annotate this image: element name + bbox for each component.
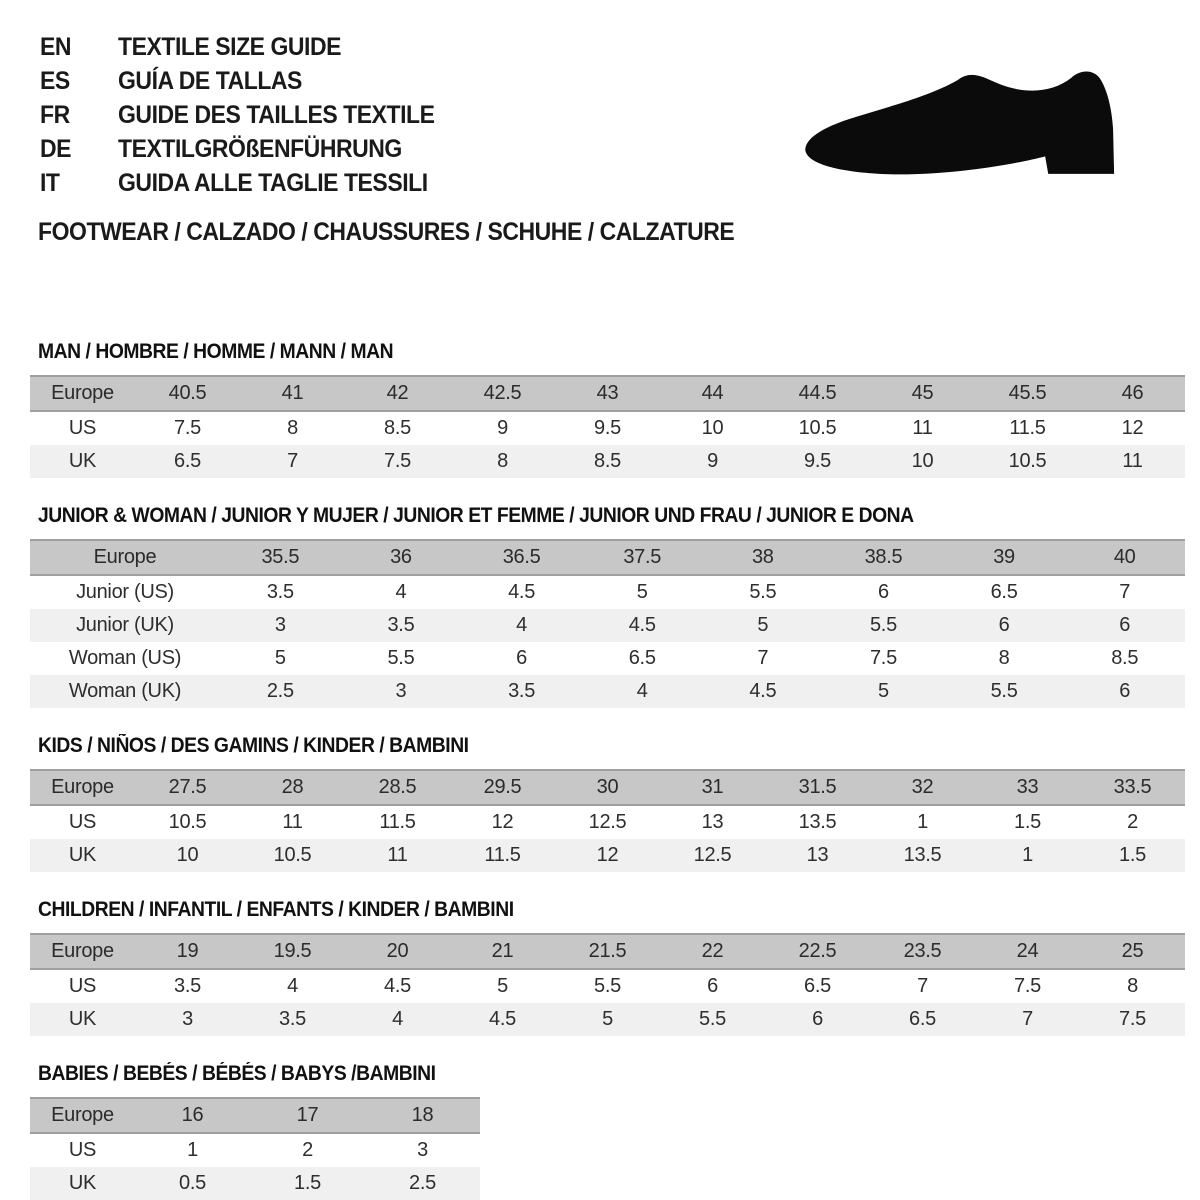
language-row [40,98,462,132]
size-cell: 11.5 [379,811,416,833]
size-cell: 4.5 [384,975,411,997]
language-row [40,30,462,64]
row-label-cell: Europe [30,1098,135,1133]
size-cell: 10.5 [240,839,345,872]
size-cell: 5 [823,675,944,708]
size-cell: 9.5 [594,417,621,439]
row-label-cell: UK [30,839,135,872]
size-cell: 6.5 [804,975,831,997]
row-label-cell: US [68,1139,97,1161]
table-row [30,1133,480,1167]
size-cell: 2.5 [365,1167,480,1200]
size-cell: 6.5 [870,1003,975,1036]
row-label-cell: Europe [30,770,135,805]
row-label-cell: Junior (UK) [30,609,220,642]
size-table-children [30,933,1185,1036]
size-cell: 10 [135,839,240,872]
size-cell: 1.5 [250,1167,365,1200]
table-row [30,642,1185,675]
section-man [30,340,1185,478]
section-title: KIDS / NIÑOS / DES GAMINS / KINDER / BAMBINI [38,734,469,757]
size-cell: 6 [1064,609,1185,642]
size-cell: 3 [341,675,462,708]
size-cell: 3.5 [461,675,582,708]
size-cell: 8 [1127,975,1138,997]
table-row [30,805,1185,839]
size-cell: 40.5 [135,376,240,411]
size-cell: 1.5 [1080,839,1185,872]
size-cell: 5.5 [749,581,777,603]
size-cell: 5.5 [944,675,1065,708]
size-cell: 12 [1121,417,1144,439]
language-label: TEXTILE SIZE GUIDE [118,33,342,61]
size-cell: 4 [461,609,582,642]
row-label-cell: Woman (US) [68,647,182,669]
size-cell: 5.5 [594,975,621,997]
table-row [30,445,1185,478]
table-row [30,575,1185,609]
language-code: DE [40,135,72,163]
size-cell: 13.5 [798,811,837,833]
size-cell: 12 [555,839,660,872]
size-cell: 9.5 [765,445,870,478]
size-table-kids [30,769,1185,872]
row-label-cell: Europe [30,376,135,411]
size-cell: 17 [250,1098,365,1133]
size-cell: 45 [870,376,975,411]
size-cell: 7.5 [1080,1003,1185,1036]
table-row [30,1003,1185,1036]
size-cell: 3 [220,609,341,642]
row-label-cell: US [68,975,97,997]
size-cell: 5 [636,581,648,603]
size-table-babies [30,1097,480,1200]
size-cell: 6 [1064,675,1185,708]
size-cell: 44.5 [765,376,870,411]
section-title: CHILDREN / INFANTIL / ENFANTS / KINDER / BAMBINI [38,898,514,921]
size-cell: 24 [975,934,1080,969]
size-cell: 43 [555,376,660,411]
size-cell: 28 [240,770,345,805]
size-cell: 6 [707,975,718,997]
size-cell: 27.5 [135,770,240,805]
language-code: ES [40,67,70,95]
language-label: GUIDA ALLE TAGLIE TESSILI [118,169,428,197]
size-cell: 46 [1080,376,1185,411]
size-cell: 7 [917,975,928,997]
section-kids [30,734,1185,872]
language-label: GUIDE DES TAILLES TEXTILE [118,101,435,129]
language-row [40,64,462,98]
size-cell: 31.5 [765,770,870,805]
size-cell: 33 [975,770,1080,805]
language-row [40,132,462,166]
table-row [30,1167,480,1200]
size-cell: 12.5 [588,811,627,833]
size-cell: 32 [870,770,975,805]
size-cell: 19 [135,934,240,969]
size-cell: 38.5 [823,540,944,575]
size-cell: 10.5 [168,811,207,833]
size-cell: 10.5 [975,445,1080,478]
size-cell: 5 [703,609,824,642]
size-cell: 4 [345,1003,450,1036]
section-babies [30,1062,1185,1200]
size-cell: 10 [870,445,975,478]
section-children [30,898,1185,1036]
size-cell: 7.5 [1014,975,1041,997]
size-cell: 4 [582,675,703,708]
size-cell: 5 [497,975,508,997]
size-cell: 38 [703,540,824,575]
size-cell: 5 [555,1003,660,1036]
size-cell: 8 [450,445,555,478]
size-cell: 7 [1119,581,1131,603]
row-label-cell: US [68,811,97,833]
language-label: TEXTILGRÖßENFÜHRUNG [118,135,402,163]
size-cell: 41 [240,376,345,411]
size-cell: 7 [757,647,769,669]
language-row [40,166,462,200]
size-cell: 7.5 [869,647,897,669]
size-cell: 13 [765,839,870,872]
size-cell: 39 [944,540,1065,575]
size-cell: 8 [287,417,298,439]
size-cell: 45.5 [975,376,1080,411]
size-cell: 19.5 [240,934,345,969]
row-label-cell: Europe [30,934,135,969]
size-cell: 1 [917,811,928,833]
size-cell: 6.5 [628,647,656,669]
size-cell: 5.5 [387,647,415,669]
size-cell: 36 [341,540,462,575]
size-cell: 2 [1127,811,1138,833]
size-cell: 3.5 [341,609,462,642]
size-cell: 8 [998,647,1010,669]
table-row [30,675,1185,708]
size-table-man [30,375,1185,478]
size-cell: 31 [660,770,765,805]
size-cell: 4 [287,975,298,997]
table-row [30,609,1185,642]
size-tables [30,340,1185,1200]
size-cell: 11.5 [450,839,555,872]
size-cell: 22 [660,934,765,969]
size-cell: 4.5 [582,609,703,642]
language-code: EN [40,33,72,61]
size-cell: 8.5 [555,445,660,478]
size-cell: 7.5 [345,445,450,478]
size-cell: 30 [555,770,660,805]
size-cell: 28.5 [345,770,450,805]
section-title: JUNIOR & WOMAN / JUNIOR Y MUJER / JUNIOR ET FEMME / JUNIOR UND FRAU / JUNIOR E DONA [38,504,914,527]
size-cell: 6 [516,647,527,669]
size-cell: 5 [274,647,286,669]
language-code: IT [40,169,60,197]
dress-shoe-icon [795,65,1145,190]
size-cell: 11 [282,811,303,833]
size-cell: 13 [701,811,724,833]
table-row [30,969,1185,1003]
size-cell: 7.5 [174,417,201,439]
size-cell: 2.5 [220,675,341,708]
table-row [30,411,1185,445]
category-line [38,218,795,247]
size-cell: 11 [912,417,933,439]
size-cell: 1 [975,839,1080,872]
size-cell: 35.5 [220,540,341,575]
size-cell: 7 [240,445,345,478]
size-cell: 10 [701,417,724,439]
language-label: GUÍA DE TALLAS [118,67,302,95]
size-cell: 37.5 [582,540,703,575]
size-cell: 12 [491,811,514,833]
size-cell: 11 [1080,445,1185,478]
size-cell: 7 [975,1003,1080,1036]
size-cell: 11.5 [1009,417,1046,439]
size-cell: 16 [135,1098,250,1133]
category-line-text: FOOTWEAR / CALZADO / CHAUSSURES / SCHUHE / CALZATURE [38,218,735,246]
size-cell: 0.5 [135,1167,250,1200]
row-label-cell: UK [30,1003,135,1036]
row-label-cell: Junior (US) [76,581,174,603]
row-label-cell: Europe [30,540,220,575]
table-row [30,540,1185,575]
size-cell: 6.5 [135,445,240,478]
size-cell: 33.5 [1080,770,1185,805]
language-list [40,30,462,200]
size-cell: 40 [1064,540,1185,575]
size-cell: 1 [187,1139,198,1161]
size-cell: 4.5 [703,675,824,708]
size-cell: 42 [345,376,450,411]
row-label-cell: US [68,417,97,439]
size-cell: 6 [878,581,889,603]
size-cell: 8.5 [384,417,411,439]
size-cell: 22.5 [765,934,870,969]
row-label-cell: UK [30,1167,135,1200]
size-cell: 5.5 [823,609,944,642]
size-cell: 4 [395,581,407,603]
section-title: MAN / HOMBRE / HOMME / MANN / MAN [38,340,394,363]
size-cell: 9 [497,417,508,439]
size-cell: 44 [660,376,765,411]
size-cell: 29.5 [450,770,555,805]
table-row [30,376,1185,411]
size-cell: 23.5 [870,934,975,969]
table-row [30,770,1185,805]
size-cell: 4.5 [450,1003,555,1036]
size-cell: 2 [302,1139,313,1161]
size-cell: 4.5 [508,581,536,603]
size-cell: 21 [450,934,555,969]
row-label-cell: UK [30,445,135,478]
size-cell: 25 [1080,934,1185,969]
section-title: BABIES / BEBÉS / BÉBÉS / BABYS /BAMBINI [38,1062,436,1085]
size-cell: 11 [345,839,450,872]
size-table-junior-woman [30,539,1185,708]
size-cell: 3 [417,1139,428,1161]
size-cell: 20 [345,934,450,969]
size-cell: 18 [365,1098,480,1133]
size-cell: 8.5 [1111,647,1139,669]
section-junior-woman [30,504,1185,708]
size-cell: 21.5 [555,934,660,969]
size-cell: 3.5 [266,581,294,603]
row-label-cell: Woman (UK) [30,675,220,708]
size-cell: 5.5 [660,1003,765,1036]
size-cell: 6 [944,609,1065,642]
size-cell: 3.5 [240,1003,345,1036]
table-row [30,1098,480,1133]
size-cell: 9 [660,445,765,478]
table-row [30,839,1185,872]
size-cell: 36.5 [461,540,582,575]
size-cell: 3.5 [174,975,201,997]
size-cell: 3 [135,1003,240,1036]
size-cell: 6.5 [990,581,1018,603]
language-code: FR [40,101,70,129]
table-row [30,934,1185,969]
size-cell: 12.5 [660,839,765,872]
size-cell: 10.5 [798,417,837,439]
size-cell: 42.5 [450,376,555,411]
size-cell: 6 [765,1003,870,1036]
size-cell: 1.5 [1014,811,1041,833]
size-cell: 13.5 [870,839,975,872]
